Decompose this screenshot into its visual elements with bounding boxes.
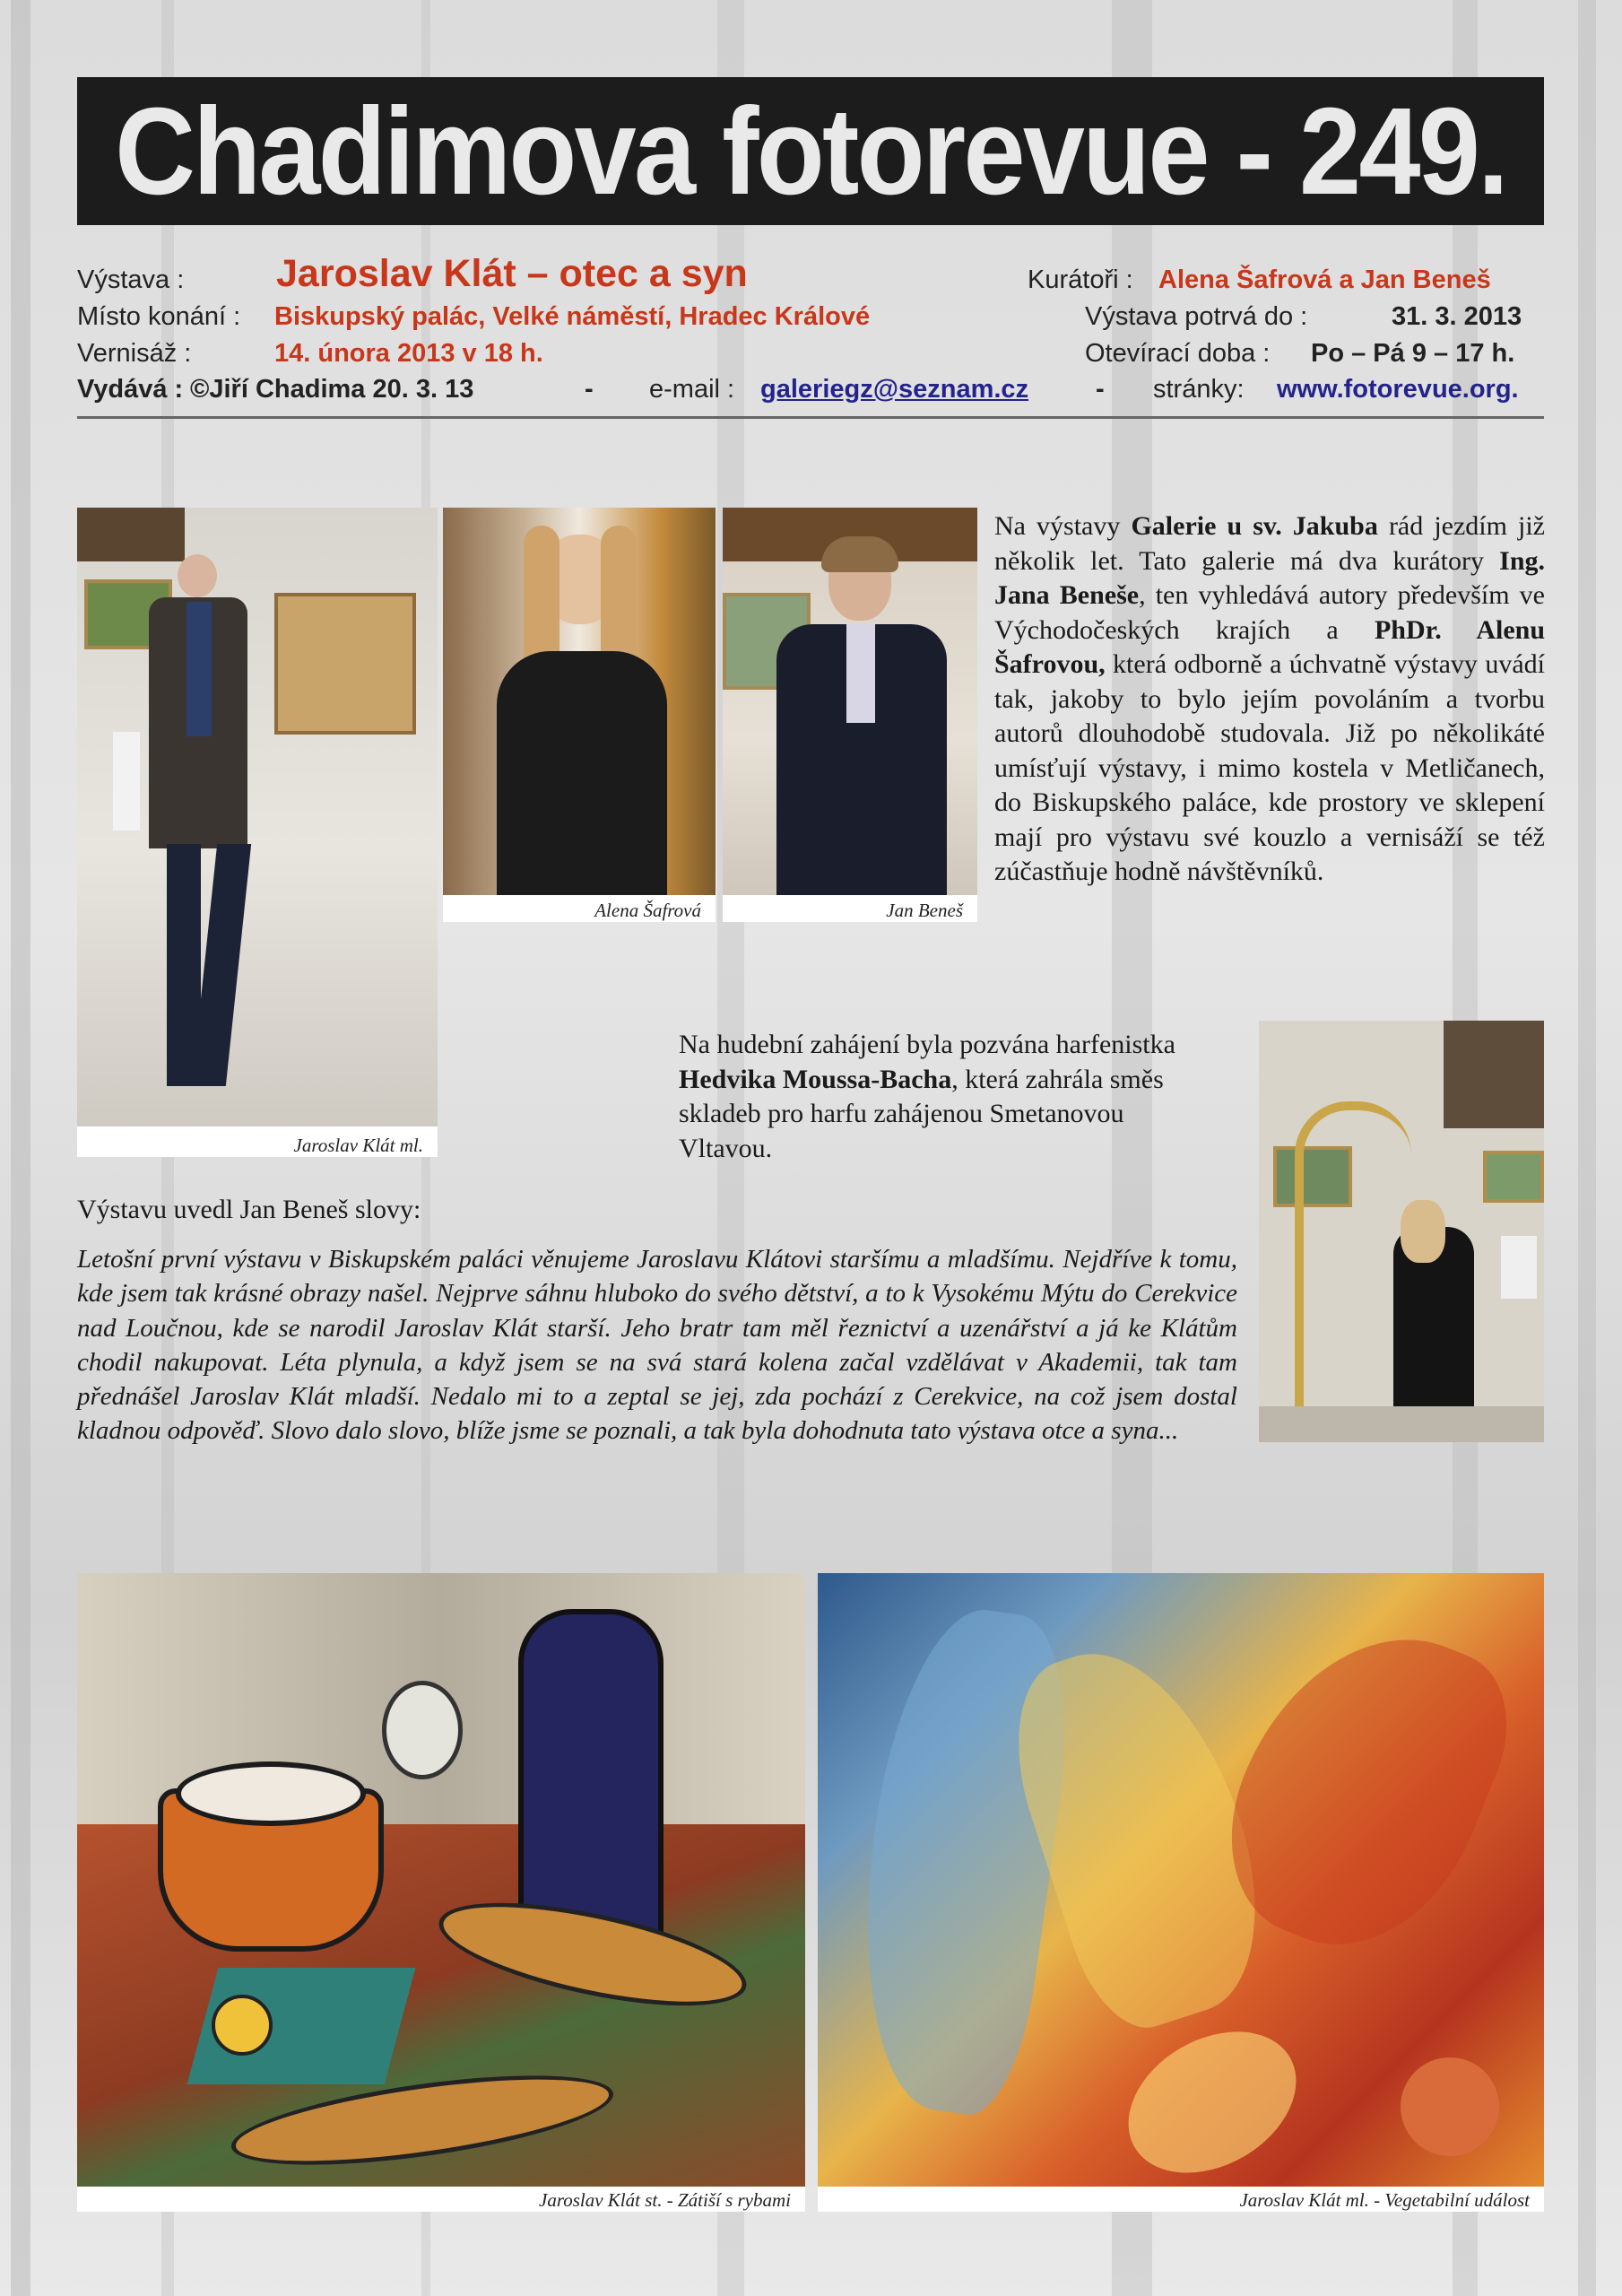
header-divider [77,416,1544,419]
vydava-label: Vydává : [77,375,184,404]
curator-benes: Ing. Jana Beneše [994,545,1545,610]
title-banner [77,77,1544,225]
photo-harpist [1259,1021,1544,1442]
vystava-value: Jaroslav Klát – otec a syn [276,252,748,295]
web-label: stránky: [1153,375,1245,404]
photo-benes [723,508,977,922]
vystava-label: Výstava : [77,265,185,294]
photo-caption: Jan Beneš [886,900,963,921]
paragraph-galerie [994,509,1545,890]
vydava-value: ©Jiří Chadima 20. 3. 13 [190,375,474,404]
painting-caption: Jaroslav Klát ml. - Vegetabilní událost [1239,2189,1530,2211]
background-tree [1578,0,1596,2296]
page-title: Chadimova fotorevue - 249. [115,82,1506,221]
doba-label: Otevírací doba : [1085,339,1271,368]
potrva-value: 31. 3. 2013 [1392,302,1522,331]
galerie-name: Galerie u sv. Jakuba [1131,511,1378,541]
text-span: Na hudební zahájení byla pozvána harfenistka [679,1030,1175,1059]
text-span: Na výstavy [994,511,1132,541]
vernisaz-label: Vernisáž : [77,339,192,368]
text-span: , která zahrála směs skladeb pro harfu zahájenou Smetanovou Vltavou. [679,1064,1164,1163]
kuratori-label: Kurátoři : [1028,265,1133,294]
speech-text: Letošní první výstavu v Biskupském paláci věnujeme Jaroslavu Klátovi staršímu a mladšímu. Nejdříve k tomu, kde jsem tak krásné obrazy našel. Nejprve sáhnu hluboko do svého dětství, a to k Vysokému Mýtu do Cerekvice nad Loučnou, kde se narodil Jaroslav Klát starší. Jeho bratr tam měl řeznictví a uzenářství a já ke Klátům chodil nakupovat. Léta plynula, a když jsem se na svá stará kolena začal vzdělávat v Akademii, tak tam přednášel Jaroslav Klát mladší. Nedalo mi to a zeptal se jej, zda pochází z Cerekvice, na což jsem dostal kladnou odpověď. Slovo dalo slovo, blíže jsme se poznali, a tak byla dohodnuta tato výstava otce a syna... [77,1245,1237,1446]
text-span: která odborně a úchvatně výstavy uvádí tak, jakoby to bylo jejím povoláním a tvorbu autorů dlouhodobě studovala. Již po několikáté umísťují výstavy, i mimo kostela v Metličanech, do Biskupského paláce, kde prostory ve sklepení mají pro výstavu své kouzlo a vernisáží se též zúčastňuje hodně návštěvníků. [994,649,1545,886]
harpist-name: Hedvika Moussa-Bacha [679,1064,952,1094]
misto-value: Biskupský palác, Velké náměstí, Hradec Králové [274,302,871,331]
painting-caption: Jaroslav Klát st. - Zátiší s rybami [539,2189,791,2211]
email-label: e-mail : [649,375,735,404]
email-link[interactable]: galeriegz@seznam.cz [760,375,1029,404]
potrva-label: Výstava potrvá do : [1085,302,1308,331]
painting-zatisi [77,1573,805,2212]
background-tree [11,0,30,2296]
photo-safrova [443,508,716,922]
speech-intro: Výstavu uvedl Jan Beneš slovy: [77,1195,421,1224]
text-span: , ten vyhledává autory především ve Východočeských krajích a [994,580,1545,645]
kuratori-value: Alena Šafrová a Jan Beneš [1158,265,1491,294]
misto-label: Místo konání : [77,302,241,331]
dash-separator: - [1096,375,1105,404]
doba-value: Po – Pá 9 – 17 h. [1311,339,1515,368]
photo-klat [77,508,438,1157]
painting-vegetabilni [818,1573,1544,2212]
text-span: rád jezdím již několik let. Tato galerie má dva kurátory [994,511,1546,576]
vernisaz-value: 14. února 2013 v 18 h. [274,339,543,368]
photo-caption: Jaroslav Klát ml. [293,1135,423,1156]
dash-separator: - [585,375,594,404]
paragraph-harfenistka [679,1028,1210,1166]
photo-caption: Alena Šafrová [594,900,701,921]
curator-safrova: PhDr. Alenu Šafrovou, [994,614,1546,679]
web-link[interactable]: www.fotorevue.org. [1277,375,1519,404]
